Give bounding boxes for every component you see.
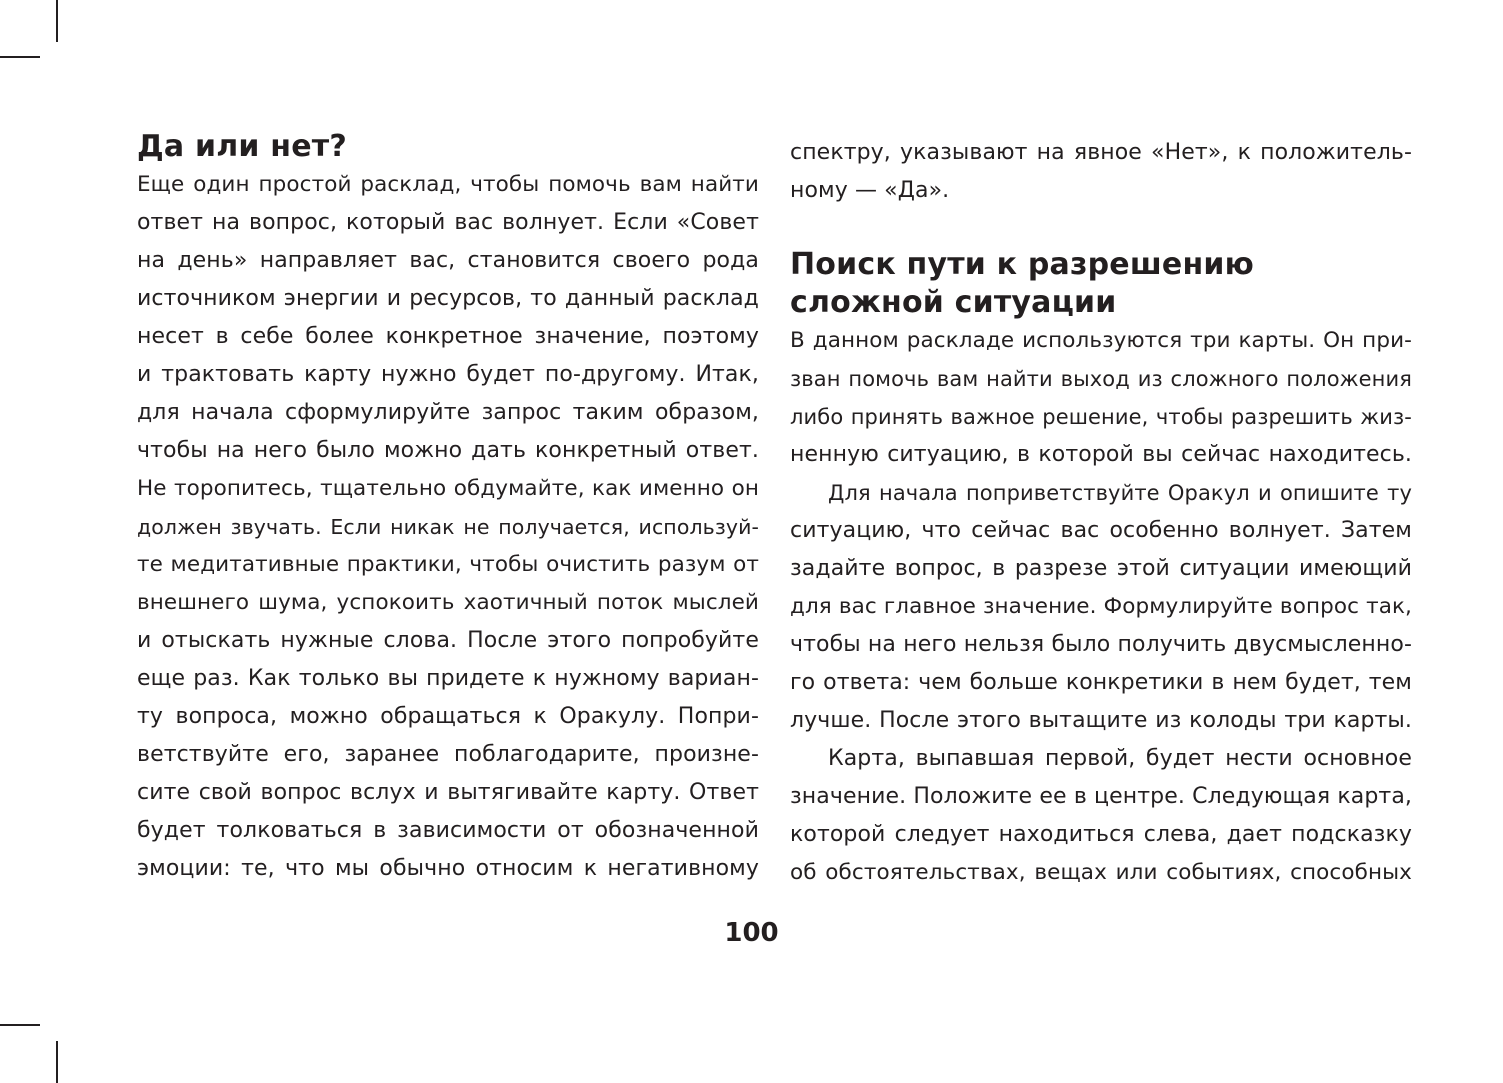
text-line: спектру, указывают на явное «Нет», к положитель-	[790, 140, 1412, 165]
right-column	[790, 134, 1412, 892]
text-line: ному — «Да».	[790, 178, 950, 203]
paragraph-instructions	[790, 474, 1412, 740]
heading-line: сложной ситуации	[790, 285, 1117, 320]
text-line: должен звучать. Если никак не получается, используй-	[137, 515, 759, 539]
section-heading-yes-no: Да или нет?	[137, 129, 347, 164]
text-line: и трактовать карту нужно будет по-другому. Итак,	[137, 362, 759, 387]
text-line: Не торопитесь, тщательно обдумайте, как именно он	[137, 476, 759, 501]
crop-mark-bottom-horizontal	[0, 1024, 40, 1026]
text-line: ненную ситуацию, в которой вы сейчас находитесь.	[790, 442, 1412, 467]
text-line: В данном раскладе используются три карты. Он при-	[790, 328, 1412, 353]
text-line: эмоции: те, что мы обычно относим к негативному	[137, 856, 759, 881]
text-line: ветствуйте его, заранее поблагодарите, произне-	[137, 742, 759, 767]
paragraph-yes-no	[137, 166, 759, 888]
text-line: ситуацию, что сейчас вас особенно волнует. Затем	[790, 518, 1412, 543]
text-line: зван помочь вам найти выход из сложного положения	[790, 367, 1412, 391]
paragraph-intro	[790, 322, 1412, 474]
page-number: 100	[724, 918, 779, 948]
text-line: чтобы на него было можно дать конкретный ответ.	[137, 438, 759, 463]
section-heading-difficult-situation	[790, 246, 1412, 322]
text-line: и отыскать нужные слова. После этого попробуйте	[137, 628, 759, 653]
continuation-paragraph	[790, 134, 1412, 210]
paragraph-card-layout	[790, 740, 1412, 892]
text-line: сите свой вопрос вслух и вытягивайте карту. Ответ	[137, 780, 759, 805]
text-line: для вас главное значение. Формулируйте вопрос так,	[790, 594, 1412, 619]
text-line: внешнего шума, успокоить хаотичный поток мыслей	[137, 590, 759, 615]
crop-mark-bottom-vertical	[56, 1041, 58, 1083]
text-line: несет в себе более конкретное значение, поэтому	[137, 324, 759, 349]
heading-line: Поиск пути к разрешению	[790, 247, 1254, 282]
text-line: лучше. После этого вытащите из колоды три карты.	[790, 708, 1412, 733]
text-line: ту вопроса, можно обращаться к Оракулу. Попри-	[137, 704, 759, 729]
text-line: те медитативные практики, чтобы очистить разум от	[137, 552, 759, 577]
text-line: Для начала поприветствуйте Оракул и опишите ту	[828, 481, 1412, 505]
text-line: ответ на вопрос, который вас волнует. Если «Совет	[137, 210, 759, 235]
crop-mark-top-vertical	[56, 0, 58, 42]
left-column	[137, 128, 759, 888]
text-line: источником энергии и ресурсов, то данный расклад	[137, 286, 759, 311]
text-line: чтобы на него нельзя было получить двусмысленно-	[790, 632, 1412, 657]
section-gap	[790, 210, 1412, 246]
text-line: на день» направляет вас, становится своего рода	[137, 248, 759, 273]
text-line: Карта, выпавшая первой, будет нести основное	[828, 746, 1412, 771]
text-line: либо принять важное решение, чтобы разрешить жиз-	[790, 405, 1412, 429]
text-line: об обстоятельствах, вещах или событиях, способных	[790, 860, 1412, 885]
text-line: будет толковаться в зависимости от обозначенной	[137, 818, 759, 843]
text-line: Еще один простой расклад, чтобы помочь вам найти	[137, 172, 759, 197]
text-line: которой следует находиться слева, дает подсказку	[790, 822, 1412, 847]
text-line: для начала сформулируйте запрос таким образом,	[137, 400, 759, 425]
text-line: го ответа: чем больше конкретики в нем будет, тем	[790, 670, 1412, 695]
crop-mark-top-horizontal	[0, 56, 40, 58]
text-line: еще раз. Как только вы придете к нужному вариан-	[137, 666, 759, 691]
text-line: значение. Положите ее в центре. Следующая карта,	[790, 784, 1412, 809]
text-line: задайте вопрос, в разрезе этой ситуации имеющий	[790, 556, 1412, 581]
